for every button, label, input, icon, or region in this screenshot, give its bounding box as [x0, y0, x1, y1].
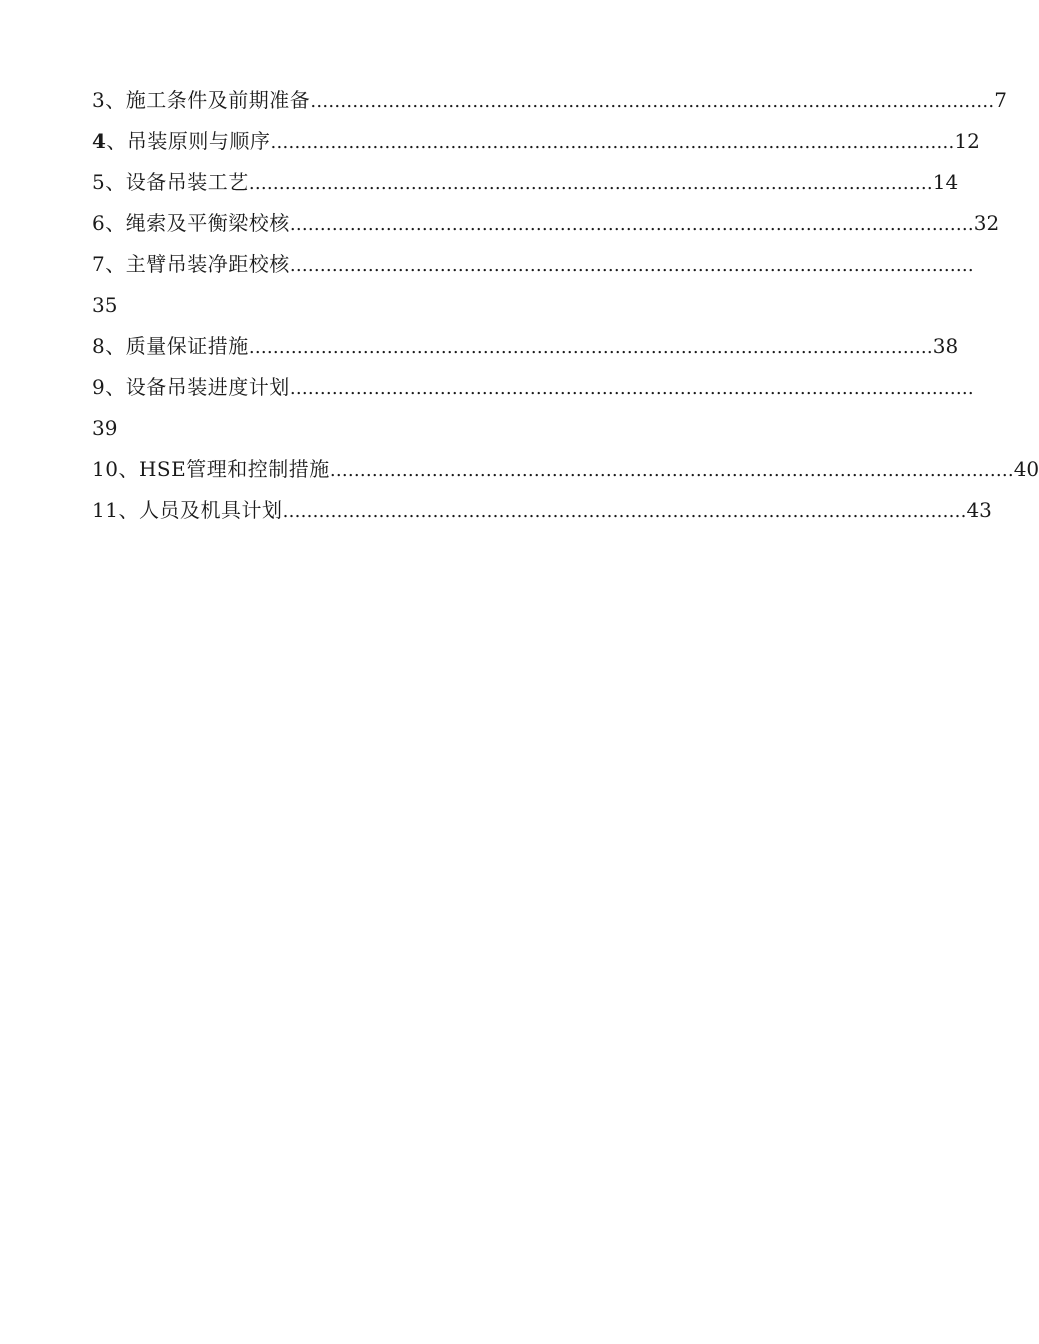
toc-entry-label: 7、主臂吊装净距校核 [92, 252, 290, 276]
toc-entry-label: 8、质量保证措施 [92, 334, 249, 358]
toc-entry-11[interactable] [92, 494, 992, 535]
toc-entry-5[interactable] [92, 166, 959, 207]
toc-page-number: 39 [92, 416, 118, 440]
toc-page-number: 32 [973, 211, 1000, 235]
toc-entry-9-page-line [92, 412, 860, 453]
toc-entry-label: 6、绳索及平衡梁校核 [92, 211, 290, 235]
toc-leader-dots: …………………………………………………………………………………………………… [289, 214, 974, 235]
toc-page-number: 7 [994, 88, 1007, 112]
toc-entry-7[interactable] [92, 248, 974, 289]
toc-page-number: 38 [932, 334, 959, 358]
toc-entry-number: 4 [92, 129, 107, 153]
toc-entry-7-page-line [92, 289, 860, 330]
toc-entry-label: 5、设备吊装工艺 [92, 170, 249, 194]
toc-page-number: 12 [954, 129, 980, 153]
toc-leader-dots: …………………………………………………………………………………………………… [248, 173, 933, 194]
toc-entry-label: 10、HSE管理和控制措施 [92, 457, 330, 481]
toc-leader-dots: …………………………………………………………………………………………………… [282, 501, 967, 522]
toc-leader-dots: …………………………………………………………………………………………………… [329, 460, 1014, 481]
toc-page-number: 43 [966, 498, 992, 522]
toc-page-number: 35 [92, 293, 118, 317]
toc-entry-label: 3、施工条件及前期准备 [92, 88, 311, 112]
toc-entry-label [92, 125, 270, 157]
toc-page-number: 14 [932, 170, 959, 194]
toc-entry-label: 11、人员及机具计划 [92, 498, 283, 522]
toc-leader-dots: …………………………………………………………………………………………………… [289, 378, 974, 399]
toc-leader-dots: …………………………………………………………………………………………………… [310, 91, 995, 112]
table-of-contents [92, 84, 1039, 535]
toc-leader-dots: …………………………………………………………………………………………………… [270, 132, 955, 153]
toc-entry-label: 9、设备吊装进度计划 [92, 375, 290, 399]
toc-entry-3[interactable] [92, 84, 1007, 125]
toc-leader-dots: …………………………………………………………………………………………………… [289, 255, 974, 276]
toc-entry-10[interactable] [92, 453, 1039, 494]
toc-entry-8[interactable] [92, 330, 959, 371]
toc-page-number: 40 [1013, 457, 1039, 481]
toc-entry-4[interactable] [92, 125, 980, 166]
toc-leader-dots: …………………………………………………………………………………………………… [248, 337, 933, 358]
toc-entry-title: 、吊装原则与顺序 [106, 129, 271, 153]
toc-entry-6[interactable] [92, 207, 1000, 248]
toc-entry-9[interactable] [92, 371, 974, 412]
